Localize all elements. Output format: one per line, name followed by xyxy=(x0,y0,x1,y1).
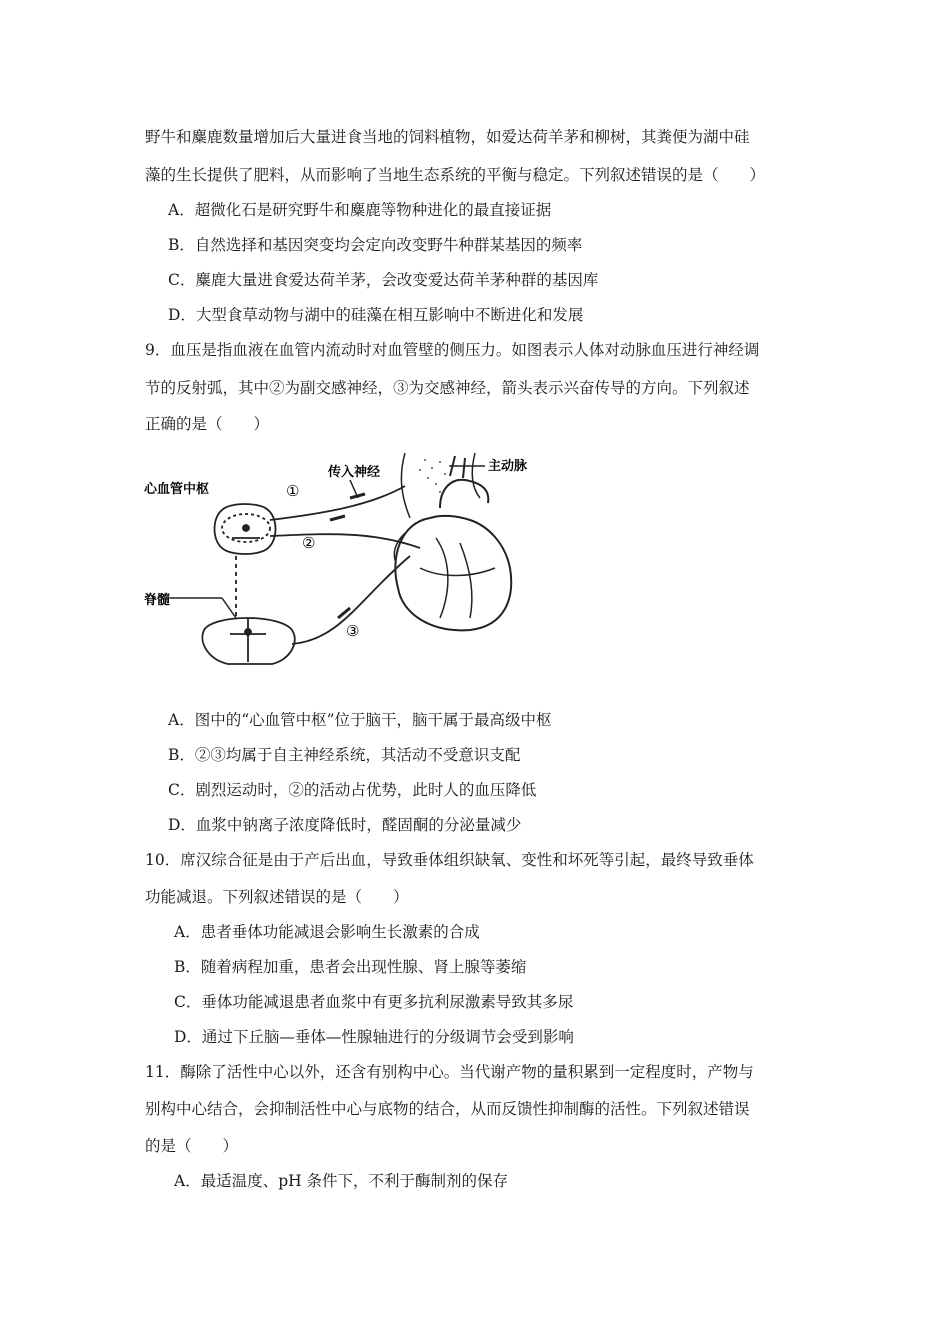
q8-option-d: D．大型食草动物与湖中的硅藻在相互影响中不断进化和发展 xyxy=(168,306,584,324)
reflex-arc-diagram xyxy=(140,448,540,678)
q9-option-b: B．②③均属于自主神经系统，其活动不受意识支配 xyxy=(168,746,521,764)
q9-stem-line-2: 节的反射弧，其中②为副交感神经，③为交感神经，箭头表示兴奋传导的方向。下列叙述 xyxy=(145,379,750,397)
marker-3: ③ xyxy=(346,622,360,640)
q11-stem-line-1: 11．酶除了活性中心以外，还含有别构中心。当代谢产物的量积累到一定程度时，产物与 xyxy=(145,1063,754,1081)
cardiovascular-center-structure xyxy=(215,504,276,554)
q10-stem-line-2: 功能减退。下列叙述错误的是（ ） xyxy=(145,888,409,906)
q10-option-b: B．随着病程加重，患者会出现性腺、肾上腺等萎缩 xyxy=(174,958,527,976)
q9-option-a: A．图中的“心血管中枢”位于脑干，脑干属于最高级中枢 xyxy=(168,711,552,729)
nerve-2-path xyxy=(270,534,420,548)
label-aorta: 主动脉 xyxy=(488,459,528,474)
label-spinal-cord: 脊髓 xyxy=(144,593,171,608)
marker-2: ② xyxy=(302,534,316,552)
q10-stem-line-1: 10．席汉综合征是由于产后出血，导致垂体组织缺氧、变性和坏死等引起，最终导致垂体 xyxy=(145,851,754,869)
q10-option-c: C．垂体功能减退患者血浆中有更多抗利尿激素导致其多尿 xyxy=(174,993,574,1011)
q9-stem-line-3: 正确的是（ ） xyxy=(145,415,270,433)
q10-option-d: D．通过下丘脑—垂体—性腺轴进行的分级调节会受到影响 xyxy=(174,1028,574,1046)
spinal-cord-structure xyxy=(202,618,294,664)
label-afferent-nerve: 传入神经 xyxy=(328,465,381,480)
heart-illustration xyxy=(394,456,511,630)
q10-option-a: A．患者垂体功能减退会影响生长激素的合成 xyxy=(174,923,480,941)
q8-option-b: B．自然选择和基因突变均会定向改变野牛种群某基因的频率 xyxy=(168,236,583,254)
q9-option-d: D．血浆中钠离子浓度降低时，醛固酮的分泌量减少 xyxy=(168,816,522,834)
q8-option-c: C．麋鹿大量进食爱达荷羊茅，会改变爱达荷羊茅种群的基因库 xyxy=(168,271,599,289)
q9-stem-line-1: 9．血压是指血液在血管内流动时对血管壁的侧压力。如图表示人体对动脉血压进行神经调 xyxy=(145,341,760,359)
label-cardiovascular-center: 心血管中枢 xyxy=(144,482,210,497)
q8-option-a: A．超微化石是研究野牛和麋鹿等物种进化的最直接证据 xyxy=(168,201,552,219)
q11-stem-line-2: 别构中心结合，会抑制活性中心与底物的结合，从而反馈性抑制酶的活性。下列叙述错误 xyxy=(145,1100,750,1118)
q11-stem-line-3: 的是（ ） xyxy=(145,1137,239,1155)
q8-stem-line-1: 野牛和麋鹿数量增加后大量进食当地的饲料植物，如爱达荷羊茅和柳树，其粪便为湖中硅 xyxy=(145,128,750,146)
q9-option-c: C．剧烈运动时，②的活动占优势，此时人的血压降低 xyxy=(168,781,537,799)
q11-option-a: A．最适温度、pH 条件下，不利于酶制剂的保存 xyxy=(174,1172,509,1190)
marker-1: ① xyxy=(286,482,300,500)
q8-stem-line-2: 藻的生长提供了肥料，从而影响了当地生态系统的平衡与稳定。下列叙述错误的是（ ） xyxy=(145,166,766,184)
